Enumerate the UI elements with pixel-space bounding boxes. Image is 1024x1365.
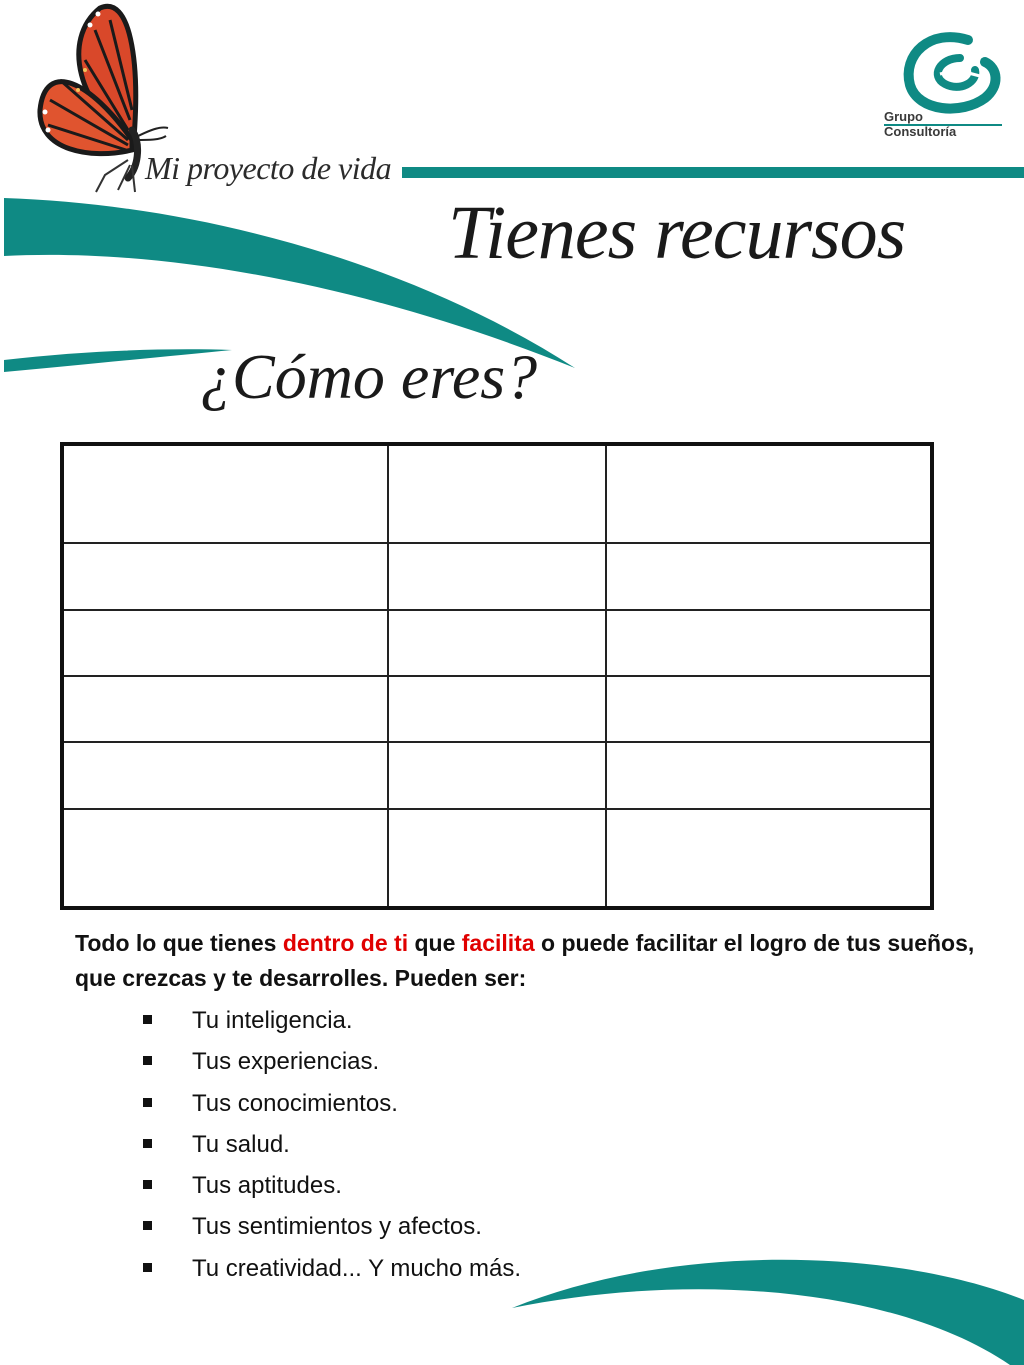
table-cell[interactable] [606,809,932,908]
table-row [62,809,932,908]
list-item [140,1083,521,1124]
square-bullet-icon [143,1263,152,1272]
table-row [62,676,932,742]
table-cell[interactable] [62,742,388,808]
header-teal-bar [402,167,1024,178]
brand-title: Mi proyecto de vida [145,150,392,186]
table-cell[interactable] [388,444,606,543]
list-item [140,1000,521,1041]
table-cell[interactable] [606,444,932,543]
square-bullet-icon [143,1221,152,1230]
logo-line-1: Grupo [884,109,923,124]
table-row [62,444,932,543]
table-cell[interactable] [606,543,932,609]
table-cell[interactable] [388,610,606,676]
table-cell[interactable] [62,444,388,543]
square-bullet-icon [143,1180,152,1189]
paragraph-text-2: que [408,930,462,956]
square-bullet-icon [143,1098,152,1107]
table-row [62,610,932,676]
highlight-facilita: facilita [461,930,535,956]
table-cell[interactable] [388,742,606,808]
resources-list [140,1000,521,1289]
table-row [62,543,932,609]
logo-text [884,109,956,139]
list-item-text: Tus experiencias. [192,1048,380,1076]
list-item-text: Tu creatividad... Y mucho más. [192,1254,522,1282]
section-heading: ¿Cómo eres? [200,341,538,412]
logo-line-2: Consultoría [884,124,957,139]
table-cell[interactable] [388,543,606,609]
list-item-text: Tus conocimientos. [192,1089,398,1117]
table-cell[interactable] [62,543,388,609]
list-item-text: Tu inteligencia. [192,1007,353,1034]
list-item [140,1248,521,1289]
table-cell[interactable] [62,676,388,742]
square-bullet-icon [143,1015,152,1024]
footer-teal-swoosh [512,1260,1024,1365]
list-item [140,1206,521,1247]
table-cell[interactable] [606,742,932,808]
list-item-text: Tu salud. [192,1130,290,1158]
list-item-text: Tus aptitudes. [192,1172,342,1200]
highlight-dentro-de-ti: dentro de ti [282,930,409,956]
table-cell[interactable] [606,610,932,676]
thin-teal-swoosh [4,349,232,372]
square-bullet-icon [143,1056,152,1065]
list-item-text: Tus sentimientos y afectos. [192,1213,482,1241]
list-item [140,1041,521,1082]
paragraph-text-1: Todo lo que tienes [75,930,283,956]
table-row [62,742,932,808]
table-cell[interactable] [62,809,388,908]
table-cell[interactable] [388,809,606,908]
table-cell[interactable] [606,676,932,742]
page-title: Tienes recursos [448,191,906,275]
table-cell[interactable] [62,610,388,676]
blank-worksheet-table [60,442,934,910]
table-cell[interactable] [388,676,606,742]
square-bullet-icon [143,1139,152,1148]
description-paragraph [75,926,975,996]
list-item [140,1165,521,1206]
list-item [140,1124,521,1165]
paragraph-text-3: o puede facilitar el logro de tus sueños, que crezcas y te desarrolles. Pueden ser: [75,930,975,991]
